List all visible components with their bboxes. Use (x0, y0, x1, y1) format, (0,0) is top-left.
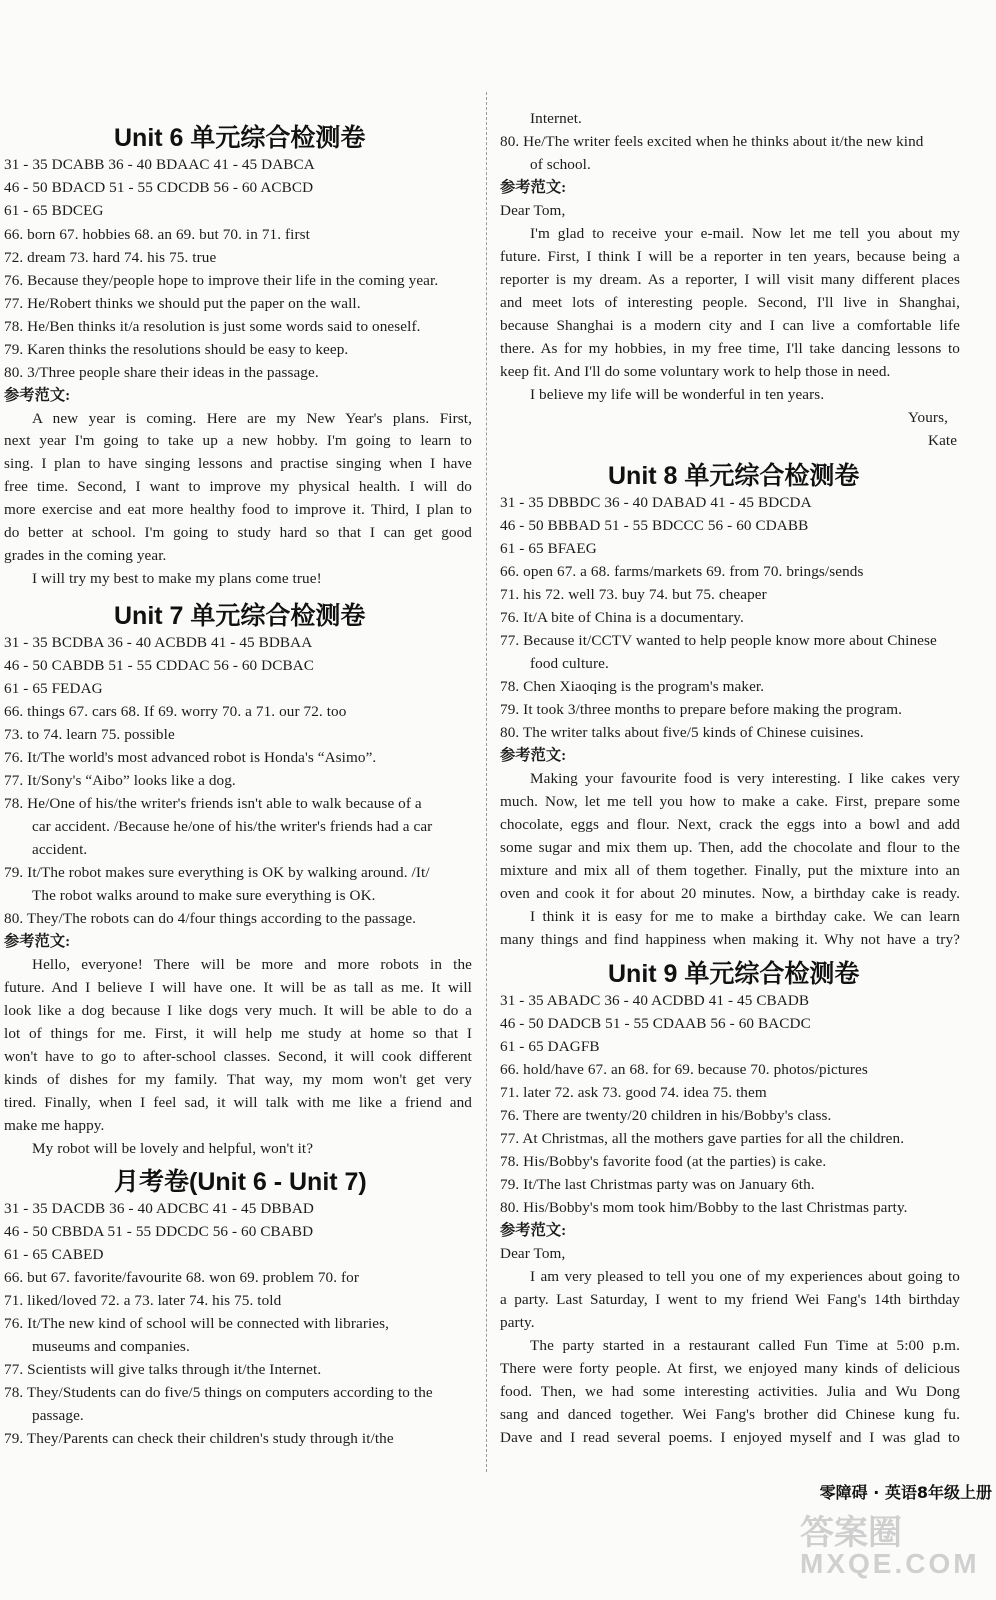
unit6-sample-label: 参考范文: (4, 387, 71, 404)
unit9-essay-6: food. Then, we had some interesting activities. Julia and Wu Dong (500, 1383, 960, 1400)
unit9-line-1: 31 - 35 ABADC 36 - 40 ACDBD 41 - 45 CBADB (500, 992, 810, 1009)
monthly-line-4: 66. but 67. favorite/favourite 68. won 69. problem 70. for (4, 1269, 360, 1286)
letter1-body-8: I believe my life will be wonderful in ten years. (530, 386, 825, 403)
unit9-greeting: Dear Tom, (500, 1245, 566, 1262)
letter1-body-5: because Shanghai is a modern city and I can live a comfortable life (500, 317, 960, 334)
letter1-body-1: I'm glad to receive your e-mail. Now let me tell you about my (530, 225, 960, 242)
unit6-title: Unit 6 单元综合检测卷 (114, 124, 366, 152)
unit9-essay-5: There were forty people. At first, we enjoyed many kinds of delicious (500, 1360, 960, 1377)
unit6-line-1: 31 - 35 DCABB 36 - 40 BDAAC 41 - 45 DABCA (4, 156, 315, 173)
monthly-line-8: 77. Scientists will give talks through it/the Internet. (4, 1361, 322, 1378)
unit8-title: Unit 8 单元综合检测卷 (608, 462, 860, 490)
unit9-line-2: 46 - 50 DADCB 51 - 55 CDAAB 56 - 60 BACDC (500, 1015, 811, 1032)
unit6-essay-6: do better at school. I'm going to study hard so that I can get good (4, 524, 472, 541)
unit9-sample-label: 参考范文: (500, 1222, 567, 1239)
unit6-essay-5: more exercise and eat more healthy food to improve it. Third, I plan to (4, 501, 472, 518)
unit6-essay-3: sing. I plan to have singing lessons and practise singing when I have (4, 455, 472, 472)
unit6-line-3: 61 - 65 BDCEG (4, 202, 104, 219)
unit7-line-3: 61 - 65 FEDAG (4, 680, 103, 697)
monthly-line-6: 76. It/The new kind of school will be connected with libraries, (4, 1315, 390, 1332)
letter1-body-7: keep fit. And I'll do some voluntary work to help those in need. (500, 363, 891, 380)
unit9-essay-1: I am very pleased to tell you one of my experiences about going to (530, 1268, 960, 1285)
unit8-line-9: 78. Chen Xiaoqing is the program's maker. (500, 678, 765, 695)
unit8-line-5: 71. his 72. well 73. buy 74. but 75. cheaper (500, 586, 767, 603)
unit8-essay-5: mixture and mix all of them together. Finally, put the mixture into an (500, 862, 960, 879)
unit8-line-7: 77. Because it/CCTV wanted to help people know more about Chinese (500, 632, 937, 649)
unit6-line-5: 72. dream 73. hard 74. his 75. true (4, 249, 217, 266)
unit7-essay-4: lot of things for me. First, it will help me study at home so that I (4, 1025, 472, 1042)
unit6-essay-7: grades in the coming year. (4, 547, 167, 564)
unit7-essay-5: won't have to go to after-school classes. Second, it will cook different (4, 1048, 472, 1065)
unit8-sample-label: 参考范文: (500, 747, 567, 764)
monthly-line-9: 78. They/Students can do five/5 things on computers according to the (4, 1384, 433, 1401)
letter1-signature: Kate (928, 432, 958, 449)
unit8-line-1: 31 - 35 DBBDC 36 - 40 DABAD 41 - 45 BDCDA (500, 494, 812, 511)
unit9-line-10: 80. His/Bobby's mom took him/Bobby to the last Christmas party. (500, 1199, 908, 1216)
unit9-line-8: 78. His/Bobby's favorite food (at the parties) is cake. (500, 1153, 827, 1170)
unit7-line-1: 31 - 35 BCDBA 36 - 40 ACBDB 41 - 45 BDBAA (4, 634, 313, 651)
watermark-logo-text: 答案圈 (800, 1514, 902, 1552)
unit7-line-6: 76. It/The world's most advanced robot is Honda's “Asimo”. (4, 749, 377, 766)
letter1-body-4: and meet lots of interesting people. Second, I'll live in Shanghai, (500, 294, 960, 311)
unit8-line-2: 46 - 50 BBBAD 51 - 55 BDCCC 56 - 60 CDABB (500, 517, 809, 534)
unit9-title: Unit 9 单元综合检测卷 (608, 960, 860, 988)
unit9-essay-3: party. (500, 1314, 535, 1331)
unit7-line-8: 78. He/One of his/the writer's friends isn't able to walk because of a (4, 795, 422, 812)
unit7-essay-8: make me happy. (4, 1117, 105, 1134)
unit6-essay-4: free time. Second, I want to improve my physical health. I will do (4, 478, 472, 495)
cont-line-1: Internet. (530, 110, 582, 127)
letter1-body-2: future. First, I think I will be a reporter in ten years, because being a (500, 248, 960, 265)
unit6-essay-1: A new year is coming. Here are my New Year's plans. First, (32, 410, 472, 427)
unit7-essay-3: look like a dog because I like dogs very much. It will be able to do a (4, 1002, 472, 1019)
unit7-essay-1: Hello, everyone! There will be more and more robots in the (32, 956, 472, 973)
unit9-line-5: 71. later 72. ask 73. good 74. idea 75. them (500, 1084, 767, 1101)
letter1-greeting: Dear Tom, (500, 202, 566, 219)
unit7-line-11: 79. It/The robot makes sure everything is OK by walking around. /It/ (4, 864, 430, 881)
unit7-sample-label: 参考范文: (4, 933, 71, 950)
unit8-line-10: 79. It took 3/three months to prepare before making the program. (500, 701, 903, 718)
unit6-line-6: 76. Because they/people hope to improve their life in the coming year. (4, 272, 439, 289)
cont-line-3: of school. (530, 156, 591, 173)
unit9-essay-2: a party. Last Saturday, I went to my friend Wei Fang's 14th birthday (500, 1291, 960, 1308)
unit9-essay-7: sang and danced together. Wei Fang's brother did Chinese kung fu. (500, 1406, 960, 1423)
unit8-essay-8: many things and find happiness when making it. Why not have a try? (500, 931, 960, 948)
watermark-url: MXQE.COM (800, 1548, 980, 1579)
unit7-title: Unit 7 单元综合检测卷 (114, 602, 366, 630)
unit8-line-11: 80. The writer talks about five/5 kinds of Chinese cuisines. (500, 724, 864, 741)
unit7-line-4: 66. things 67. cars 68. If 69. worry 70. a 71. our 72. too (4, 703, 347, 720)
unit7-essay-9: My robot will be lovely and helpful, won't it? (32, 1140, 314, 1157)
unit8-essay-7: I think it is easy for me to make a birthday cake. We can learn (530, 908, 960, 925)
unit7-essay-6: kinds of dishes for my family. That way, my mom won't get very (4, 1071, 472, 1088)
unit9-line-3: 61 - 65 DAGFB (500, 1038, 600, 1055)
monthly-line-2: 46 - 50 CBBDA 51 - 55 DDCDC 56 - 60 CBABD (4, 1223, 314, 1240)
monthly-line-10: passage. (32, 1407, 84, 1424)
letter1-closing: Yours, (908, 409, 948, 426)
unit8-essay-2: much. Now, let me tell you how to make a cake. First, prepare some (500, 793, 960, 810)
unit7-line-7: 77. It/Sony's “Aibo” looks like a dog. (4, 772, 236, 789)
unit9-line-6: 76. There are twenty/20 children in his/Bobby's class. (500, 1107, 832, 1124)
unit7-line-12: The robot walks around to make sure everything is OK. (32, 887, 376, 904)
unit7-line-10: accident. (32, 841, 88, 858)
unit6-line-4: 66. born 67. hobbies 68. an 69. but 70. in 71. first (4, 226, 310, 243)
unit6-line-7: 77. He/Robert thinks we should put the paper on the wall. (4, 295, 361, 312)
unit7-line-13: 80. They/The robots can do 4/four things according to the passage. (4, 910, 417, 927)
monthly-title: 月考卷(Unit 6 - Unit 7) (114, 1168, 367, 1196)
unit8-line-8: food culture. (530, 655, 609, 672)
unit8-essay-6: oven and cook it for about 20 minutes. Now, a birthday cake is ready. (500, 885, 960, 902)
unit8-line-4: 66. open 67. a 68. farms/markets 69. from 70. brings/sends (500, 563, 864, 580)
monthly-line-5: 71. liked/loved 72. a 73. later 74. his 75. told (4, 1292, 282, 1309)
letter1-body-6: there. As for my hobbies, in my free time, I'll take dancing lessons to (500, 340, 960, 357)
unit6-essay-2: next year I'm going to take up a new hobby. I'm going to learn to (4, 432, 472, 449)
monthly-line-7: museums and companies. (32, 1338, 190, 1355)
unit7-essay-7: tired. Finally, when I feel sad, it will talk with me like a friend and (4, 1094, 472, 1111)
unit7-line-2: 46 - 50 CABDB 51 - 55 CDDAC 56 - 60 DCBAC (4, 657, 314, 674)
unit8-essay-3: chocolate, eggs and flour. Next, crack the eggs into a bowl and add (500, 816, 960, 833)
letter1-body-3: reporter is my dream. As a reporter, I will visit many different places (500, 271, 960, 288)
monthly-sample-label: 参考范文: (500, 179, 567, 196)
unit8-essay-1: Making your favourite food is very interesting. I like cakes very (530, 770, 960, 787)
unit6-line-2: 46 - 50 BDACD 51 - 55 CDCDB 56 - 60 ACBCD (4, 179, 314, 196)
unit7-line-9: car accident. /Because he/one of his/the writer's friends had a car (32, 818, 433, 835)
cont-line-2: 80. He/The writer feels excited when he thinks about it/the new kind (500, 133, 924, 150)
unit9-line-4: 66. hold/have 67. an 68. for 69. because 70. photos/pictures (500, 1061, 868, 1078)
unit6-essay-8: I will try my best to make my plans come true! (32, 570, 322, 587)
unit7-essay-2: future. And I believe I will have one. It will be as tall as me. It will (4, 979, 472, 996)
unit8-line-3: 61 - 65 BFAEG (500, 540, 597, 557)
unit9-essay-4: The party started in a restaurant called Fun Time at 5:00 p.m. (530, 1337, 960, 1354)
unit6-line-9: 79. Karen thinks the resolutions should be easy to keep. (4, 341, 349, 358)
unit8-essay-4: some sugar and mix them up. Then, add the chocolate and flour to the (500, 839, 960, 856)
unit7-line-5: 73. to 74. learn 75. possible (4, 726, 175, 743)
unit8-line-6: 76. It/A bite of China is a documentary. (500, 609, 744, 626)
monthly-line-3: 61 - 65 CABED (4, 1246, 104, 1263)
unit6-line-8: 78. He/Ben thinks it/a resolution is just some words said to oneself. (4, 318, 421, 335)
monthly-line-11: 79. They/Parents can check their children's study through it/the (4, 1430, 394, 1447)
monthly-line-1: 31 - 35 DACDB 36 - 40 ADCBC 41 - 45 DBBAD (4, 1200, 314, 1217)
unit9-line-9: 79. It/The last Christmas party was on January 6th. (500, 1176, 815, 1193)
column-divider (486, 92, 487, 1472)
unit6-line-10: 80. 3/Three people share their ideas in the passage. (4, 364, 319, 381)
footer-book-title: 零障碍 · 英语8年级上册 (819, 1483, 992, 1502)
unit9-essay-8: Dave and I read several poems. I enjoyed myself and I was glad to (500, 1429, 960, 1446)
unit9-line-7: 77. At Christmas, all the mothers gave parties for all the children. (500, 1130, 905, 1147)
